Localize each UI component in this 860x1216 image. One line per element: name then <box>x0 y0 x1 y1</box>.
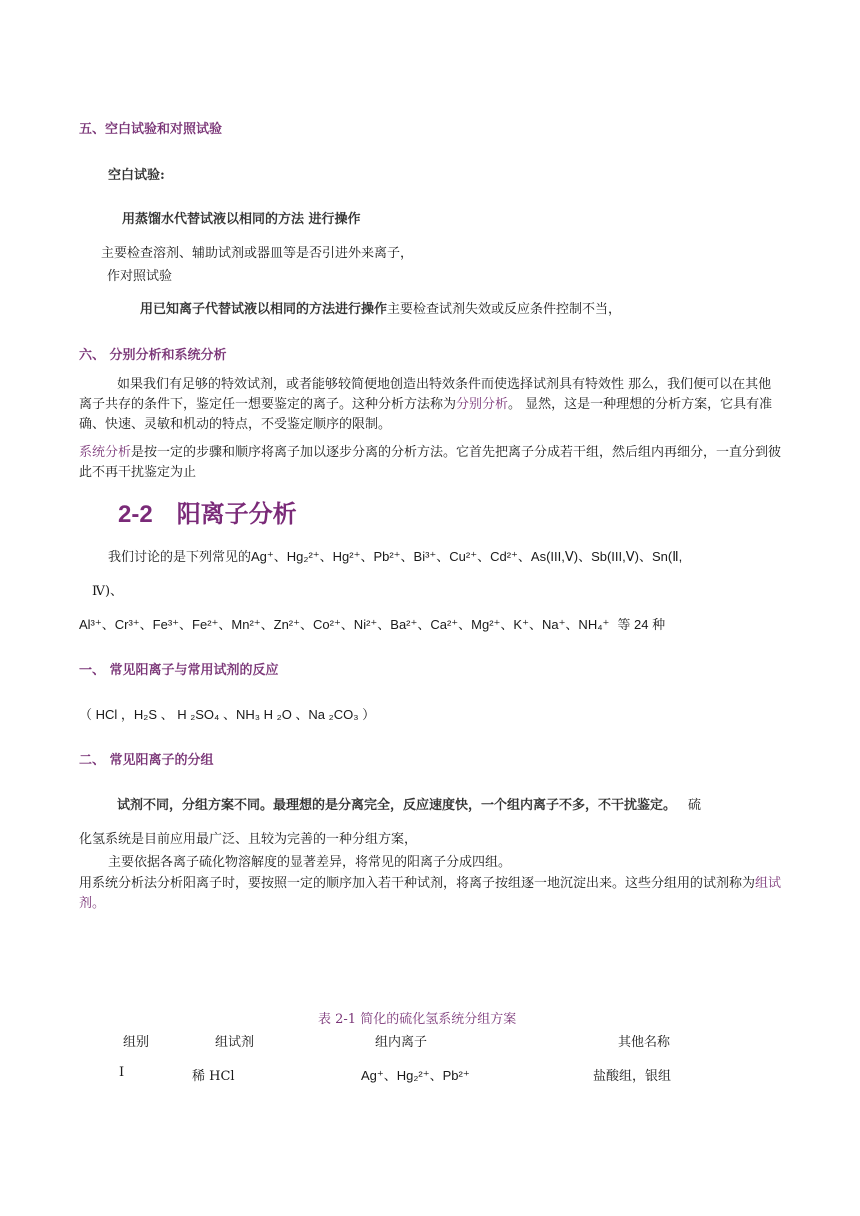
control-method-rest: 主要检查试剂失效或反应条件控制不当， <box>387 302 622 317</box>
section-heading-grouping: 二、 常见阳离子的分组 <box>79 753 214 768</box>
cation-count: 等 24 种 <box>617 617 666 632</box>
term-systematic-analysis: 系统分析 <box>79 445 132 460</box>
table-caption: 表 2-1 简化的硫化氢系统分组方案 <box>318 1012 517 1027</box>
para3-text-a: 用系统分析法分析阳离子时，要按照一定的顺序加入若干种试剂，将离子按组逐一地沉淀出来。这些分组用的试剂称为 <box>79 876 756 891</box>
table-cell-other-name: 盐酸组，银组 <box>593 1069 672 1084</box>
para3-text-b: 。 <box>92 896 106 911</box>
table-cell-reagent: 稀 HCl <box>192 1069 235 1084</box>
control-test-method <box>140 298 621 317</box>
cation-list-line1 <box>108 546 682 565</box>
blank-test-method: 用蒸馏水代替试液以相同的方法 进行操作 <box>122 212 361 227</box>
table-cell-ions: Ag⁺、Hg₂²⁺、Pb²⁺ <box>361 1068 470 1083</box>
chapter-title-text: 阳离子分析 <box>176 499 297 528</box>
control-method-bold: 用已知离子代替试液以相同的方法进行操作 <box>140 302 388 317</box>
cation-list-ions-1: Ag⁺、Hg₂²⁺、Hg²⁺、Pb²⁺、Bi³⁺、Cu²⁺、Cd²⁺、As(III,Ⅴ)、Sb(III,Ⅴ)、Sn(Ⅱ, <box>251 549 683 564</box>
term-group-reagent: 组试剂 <box>79 876 782 911</box>
grouping-paragraph-line1 <box>117 794 701 813</box>
blank-test-label: 空白试验: <box>108 168 165 183</box>
cation-list-line1-cont: Ⅳ)、 <box>92 584 124 599</box>
section-heading-blank-control: 五、空白试验和对照试验 <box>79 122 223 137</box>
control-test-label: 作对照试验 <box>107 269 173 284</box>
common-reagents-list: （ HCl ，H₂S 、 H ₂SO₄ 、NH₃ H ₂O 、Na ₂CO₃ ） <box>79 707 376 722</box>
cation-list-ions-2: Al³⁺、Cr³⁺、Fe³⁺、Fe²⁺、Mn²⁺、Zn²⁺、Co²⁺、Ni²⁺、Ba²⁺、Ca²⁺、Mg²⁺、K⁺、Na⁺、NH₄⁺ <box>79 617 610 632</box>
chapter-number: 2-2 <box>118 501 153 528</box>
table-header-group: 组别 <box>123 1035 150 1050</box>
cation-list-line2 <box>79 614 665 633</box>
cation-list-lead: 我们讨论的是下列常见的 <box>108 550 252 565</box>
term-separate-analysis: 分别分析 <box>456 397 509 412</box>
section-heading-separate-systematic: 六、 分别分析和系统分析 <box>79 348 227 363</box>
grouping-paragraph-line2: 化氢系统是目前应用最广泛、且较为完善的一种分组方案， <box>79 832 418 847</box>
para1-text-b: 。 显然，这是一种理想的分析方案，它具有准确、快速、灵敏和机动的特点，不受鉴定顺序的限制。 <box>79 397 773 432</box>
grouping-tail: 硫 <box>688 798 702 813</box>
table-cell-group: Ⅰ <box>119 1065 125 1080</box>
para2-text: 是按一定的步骤和顺序将离子加以逐步分离的分析方法。它首先把离子分成若干组，然后组内再细分，一直分到彼此不再干扰鉴定为止 <box>79 445 782 480</box>
group-reagent-paragraph <box>79 874 784 914</box>
grouping-basis: 主要依据各离子硫化物溶解度的显著差异，将常见的阳离子分成四组。 <box>108 855 512 870</box>
table-header-ions: 组内离子 <box>375 1035 428 1050</box>
separate-analysis-paragraph <box>79 375 784 435</box>
section-heading-reactions: 一、 常见阳离子与常用试剂的反应 <box>79 663 279 678</box>
para1-text-a: 如果我们有足够的特效试剂，或者能够较简便地创造出特效条件而使选择试剂具有特效性 那么，我们便可以在其他离子共存的条件下，鉴定任一想要鉴定的离子。这种分析方法称为 <box>79 377 772 412</box>
table-header-reagent: 组试剂 <box>215 1035 255 1050</box>
blank-test-purpose: 主要检查溶剂、辅助试剂或器皿等是否引进外来离子， <box>101 246 414 261</box>
grouping-principle: 试剂不同，分组方案不同。最理想的是分离完全，反应速度快，一个组内离子不多，不干扰鉴定。 <box>117 798 677 813</box>
chapter-title <box>118 494 297 529</box>
systematic-analysis-paragraph <box>79 443 784 483</box>
table-header-other-name: 其他名称 <box>618 1035 671 1050</box>
